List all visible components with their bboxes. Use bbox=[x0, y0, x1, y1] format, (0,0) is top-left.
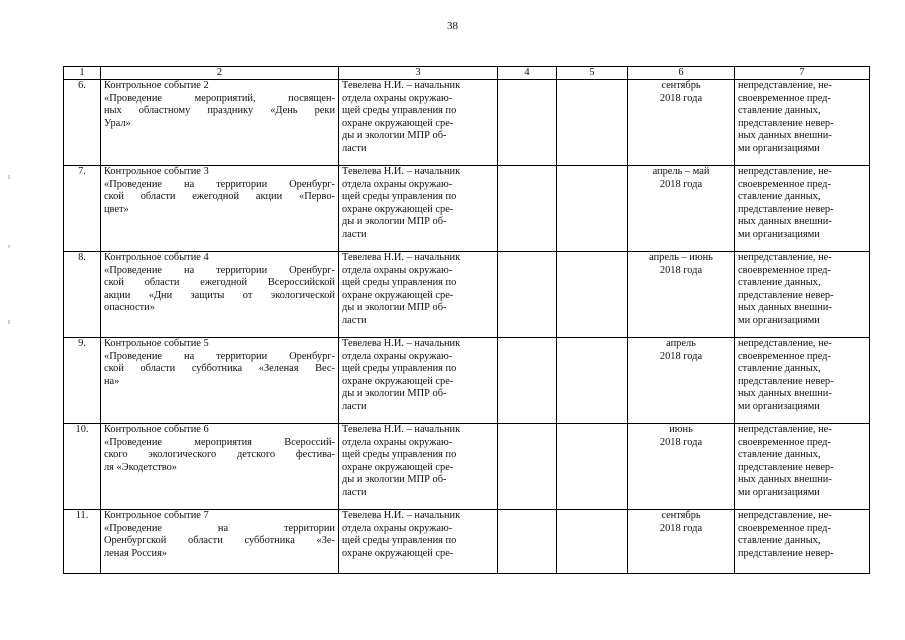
cell-text-line: 2018 года bbox=[659, 92, 703, 104]
cell-text-line: Тевелева Н.И. – начальник bbox=[342, 80, 461, 91]
cell-text-line: непредставление, не- bbox=[738, 510, 832, 521]
cell-text-line: 2018 года bbox=[659, 350, 703, 362]
cell-text-line: своевременное пред- bbox=[738, 92, 831, 104]
date-cell bbox=[628, 80, 735, 166]
cell-text-line: ской области субботника «Зеленая Вес- bbox=[104, 363, 335, 374]
cell-text-line: Контрольное событие 2 bbox=[104, 80, 209, 91]
date-cell bbox=[628, 166, 735, 252]
cell-text-line: своевременное пред- bbox=[738, 178, 831, 190]
cell-text-line: непредставление, не- bbox=[738, 252, 832, 263]
row-number-cell: 9. bbox=[64, 338, 101, 424]
cell-text-line: опасности» bbox=[104, 302, 155, 313]
cell-text-line: ми организациями bbox=[738, 314, 820, 326]
column-header: 4 bbox=[498, 67, 557, 80]
cell-text-line: ставление данных, bbox=[738, 191, 821, 202]
column-5-cell bbox=[557, 338, 628, 424]
table-row bbox=[64, 252, 870, 338]
cell-text-line: ми организациями bbox=[738, 228, 820, 240]
cell-text-line: Тевелева Н.И. – начальник bbox=[342, 510, 461, 521]
column-header: 2 bbox=[101, 67, 339, 80]
responsible-cell bbox=[339, 510, 498, 574]
cell-text-line: ми организациями bbox=[738, 486, 820, 498]
cell-text-line: ды и экологии МПР об- bbox=[342, 474, 447, 485]
table-row bbox=[64, 510, 870, 574]
cell-text-line: «Проведение на территории Оренбург- bbox=[104, 178, 335, 190]
cell-text-line: непредставление, не- bbox=[738, 338, 832, 349]
column-header: 1 bbox=[64, 67, 101, 80]
cell-text-line: «Проведение на территории bbox=[104, 522, 335, 534]
responsible-cell bbox=[339, 424, 498, 510]
cell-text-line: ской области ежегодной акции «Перво- bbox=[104, 191, 335, 202]
date-cell bbox=[628, 252, 735, 338]
cell-text-line: Контрольное событие 6 bbox=[104, 424, 209, 435]
cell-text-line: отдела охраны окружаю- bbox=[342, 436, 453, 448]
cell-text-line: июнь bbox=[669, 424, 693, 435]
cell-text-line: ставление данных, bbox=[738, 105, 821, 116]
column-header: 5 bbox=[557, 67, 628, 80]
date-cell bbox=[628, 338, 735, 424]
risk-cell bbox=[735, 338, 870, 424]
cell-text-line: щей среды управления по bbox=[342, 277, 457, 288]
risk-cell bbox=[735, 424, 870, 510]
date-cell bbox=[628, 510, 735, 574]
cell-text-line: апрель bbox=[666, 338, 696, 349]
cell-text-line: Урал» bbox=[104, 117, 131, 129]
cell-text-line: цвет» bbox=[104, 203, 129, 215]
cell-text-line: представление невер- bbox=[738, 203, 834, 215]
event-cell bbox=[101, 252, 339, 338]
cell-text-line: «Проведение мероприятия Всероссий- bbox=[104, 436, 335, 448]
cell-text-line: представление невер- bbox=[738, 289, 834, 301]
cell-text-line: ды и экологии МПР об- bbox=[342, 130, 447, 141]
column-5-cell bbox=[557, 166, 628, 252]
risk-cell bbox=[735, 510, 870, 574]
cell-text-line: ставление данных, bbox=[738, 535, 821, 546]
cell-text-line: представление невер- bbox=[738, 461, 834, 473]
cell-text-line: непредставление, не- bbox=[738, 166, 832, 177]
cell-text-line: Тевелева Н.И. – начальник bbox=[342, 424, 461, 435]
column-4-cell bbox=[498, 510, 557, 574]
cell-text-line: отдела охраны окружаю- bbox=[342, 264, 453, 276]
cell-text-line: ля «Экодетство» bbox=[104, 461, 177, 473]
cell-text-line: ных областному празднику «День реки bbox=[104, 105, 335, 116]
cell-text-line: ского экологического детского фестива- bbox=[104, 449, 335, 460]
responsible-cell bbox=[339, 338, 498, 424]
cell-text-line: непредставление, не- bbox=[738, 424, 832, 435]
cell-text-line: отдела охраны окружаю- bbox=[342, 522, 453, 534]
column-5-cell bbox=[557, 80, 628, 166]
responsible-cell bbox=[339, 166, 498, 252]
cell-text-line: ми организациями bbox=[738, 142, 820, 154]
event-cell bbox=[101, 166, 339, 252]
cell-text-line: отдела охраны окружаю- bbox=[342, 350, 453, 362]
table-row bbox=[64, 338, 870, 424]
event-cell bbox=[101, 80, 339, 166]
row-number-cell: 11. bbox=[64, 510, 101, 574]
risk-cell bbox=[735, 252, 870, 338]
event-cell bbox=[101, 338, 339, 424]
cell-text-line: сентябрь bbox=[661, 510, 701, 521]
scan-margin-marks bbox=[8, 175, 10, 325]
column-4-cell bbox=[498, 252, 557, 338]
column-4-cell bbox=[498, 338, 557, 424]
table-row bbox=[64, 80, 870, 166]
row-number-cell: 8. bbox=[64, 252, 101, 338]
risk-cell bbox=[735, 166, 870, 252]
cell-text-line: охране окружающей сре- bbox=[342, 289, 454, 301]
cell-text-line: ставление данных, bbox=[738, 363, 821, 374]
cell-text-line: Контрольное событие 7 bbox=[104, 510, 209, 521]
cell-text-line: 2018 года bbox=[659, 178, 703, 190]
table-row bbox=[64, 166, 870, 252]
cell-text-line: Тевелева Н.И. – начальник bbox=[342, 252, 461, 263]
cell-text-line: Контрольное событие 5 bbox=[104, 338, 209, 349]
event-cell bbox=[101, 510, 339, 574]
cell-text-line: 2018 года bbox=[659, 264, 703, 276]
cell-text-line: ставление данных, bbox=[738, 277, 821, 288]
cell-text-line: охране окружающей сре- bbox=[342, 461, 454, 473]
cell-text-line: отдела охраны окружаю- bbox=[342, 178, 453, 190]
cell-text-line: представление невер- bbox=[738, 547, 834, 559]
cell-text-line: ных данных внешни- bbox=[738, 216, 832, 227]
cell-text-line: представление невер- bbox=[738, 375, 834, 387]
column-4-cell bbox=[498, 424, 557, 510]
cell-text-line: «Проведение на территории Оренбург- bbox=[104, 350, 335, 362]
cell-text-line: Оренбургской области субботника «Зе- bbox=[104, 535, 335, 546]
cell-text-line: своевременное пред- bbox=[738, 436, 831, 448]
column-5-cell bbox=[557, 252, 628, 338]
cell-text-line: Тевелева Н.И. – начальник bbox=[342, 166, 461, 177]
date-cell bbox=[628, 424, 735, 510]
cell-text-line: ных данных внешни- bbox=[738, 474, 832, 485]
cell-text-line: «Проведение мероприятий, посвящен- bbox=[104, 92, 335, 104]
cell-text-line: ласти bbox=[342, 142, 367, 154]
cell-text-line: своевременное пред- bbox=[738, 522, 831, 534]
cell-text-line: охране окружающей сре- bbox=[342, 547, 454, 559]
cell-text-line: своевременное пред- bbox=[738, 264, 831, 276]
cell-text-line: ставление данных, bbox=[738, 449, 821, 460]
cell-text-line: 2018 года bbox=[659, 522, 703, 534]
cell-text-line: щей среды управления по bbox=[342, 363, 457, 374]
cell-text-line: охране окружающей сре- bbox=[342, 375, 454, 387]
cell-text-line: ласти bbox=[342, 486, 367, 498]
cell-text-line: Тевелева Н.И. – начальник bbox=[342, 338, 461, 349]
row-number-cell: 7. bbox=[64, 166, 101, 252]
cell-text-line: ных данных внешни- bbox=[738, 302, 832, 313]
cell-text-line: отдела охраны окружаю- bbox=[342, 92, 453, 104]
column-5-cell bbox=[557, 510, 628, 574]
cell-text-line: апрель – май bbox=[652, 166, 710, 177]
column-5-cell bbox=[557, 424, 628, 510]
cell-text-line: своевременное пред- bbox=[738, 350, 831, 362]
cell-text-line: охране окружающей сре- bbox=[342, 203, 454, 215]
cell-text-line: ласти bbox=[342, 314, 367, 326]
cell-text-line: сентябрь bbox=[661, 80, 701, 91]
cell-text-line: на» bbox=[104, 375, 120, 387]
cell-text-line: ды и экологии МПР об- bbox=[342, 302, 447, 313]
cell-text-line: ми организациями bbox=[738, 400, 820, 412]
risk-cell bbox=[735, 80, 870, 166]
cell-text-line: 2018 года bbox=[659, 436, 703, 448]
control-events-table bbox=[63, 66, 870, 574]
page-number: 38 bbox=[447, 20, 458, 32]
row-number-cell: 6. bbox=[64, 80, 101, 166]
cell-text-line: Контрольное событие 3 bbox=[104, 166, 209, 177]
cell-text-line: ды и экологии МПР об- bbox=[342, 216, 447, 227]
event-cell bbox=[101, 424, 339, 510]
cell-text-line: представление невер- bbox=[738, 117, 834, 129]
cell-text-line: охране окружающей сре- bbox=[342, 117, 454, 129]
column-4-cell bbox=[498, 166, 557, 252]
cell-text-line: акции «Дни защиты от экологической bbox=[104, 289, 335, 301]
cell-text-line: щей среды управления по bbox=[342, 191, 457, 202]
cell-text-line: Контрольное событие 4 bbox=[104, 252, 209, 263]
cell-text-line: леная Россия» bbox=[104, 547, 168, 559]
table-header-row bbox=[64, 67, 870, 80]
column-4-cell bbox=[498, 80, 557, 166]
responsible-cell bbox=[339, 252, 498, 338]
cell-text-line: «Проведение на территории Оренбург- bbox=[104, 264, 335, 276]
table-row bbox=[64, 424, 870, 510]
cell-text-line: ных данных внешни- bbox=[738, 388, 832, 399]
cell-text-line: щей среды управления по bbox=[342, 449, 457, 460]
cell-text-line: ды и экологии МПР об- bbox=[342, 388, 447, 399]
column-header: 7 bbox=[735, 67, 870, 80]
responsible-cell bbox=[339, 80, 498, 166]
column-header: 6 bbox=[628, 67, 735, 80]
cell-text-line: щей среды управления по bbox=[342, 105, 457, 116]
column-header: 3 bbox=[339, 67, 498, 80]
cell-text-line: ных данных внешни- bbox=[738, 130, 832, 141]
cell-text-line: непредставление, не- bbox=[738, 80, 832, 91]
cell-text-line: ской области ежегодной Всероссийской bbox=[104, 277, 335, 288]
row-number-cell: 10. bbox=[64, 424, 101, 510]
cell-text-line: апрель – июнь bbox=[649, 252, 713, 263]
cell-text-line: щей среды управления по bbox=[342, 535, 457, 546]
cell-text-line: ласти bbox=[342, 400, 367, 412]
cell-text-line: ласти bbox=[342, 228, 367, 240]
